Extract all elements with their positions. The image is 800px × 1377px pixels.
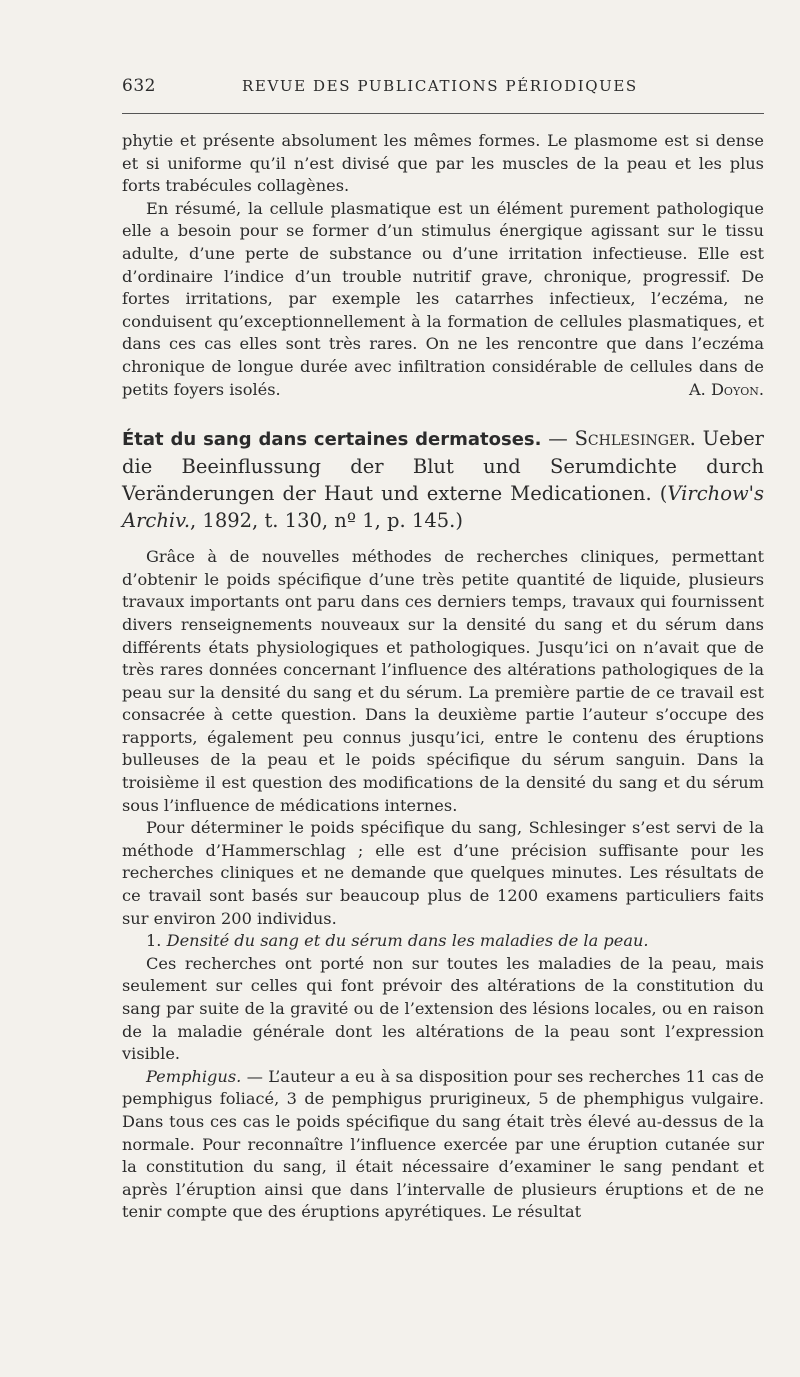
article-reference: Ueber die Beeinflussung der Blut und Serumdichte durch Veränderungen der Haut und externe Medicationen. (	[122, 427, 764, 506]
article-author: Schlesinger.	[574, 427, 696, 451]
paragraph	[122, 1066, 764, 1224]
running-title: REVUE DES PUBLICATIONS PÉRIODIQUES	[242, 77, 638, 95]
paragraph-label: Pemphigus.	[146, 1066, 242, 1086]
subheading-text: Densité du sang et du sérum dans les maladies de la peau.	[166, 931, 649, 951]
header-rule	[122, 113, 764, 114]
paragraph-text: En résumé, la cellule plasmatique est un élément purement pathologique elle a besoin pour se former d’un stimulus énergique agissant sur le tissu adulte, d’une perte de substance ou d’une irritation infectieuse. Elle est d’ordinaire l’indice d’un trouble nutritif grave, chronique, progressif. De fortes irritations, par exemple les catarrhes infectieux, l’eczéma, ne conduisent qu’exceptionnellement à la formation de cellules plasmatiques, et dans ces cas elles sont très rares. On ne les rencontre que dans l’eczéma chronique de longue durée avec infiltration considérable de cellules dans de petits foyers isolés.	[122, 198, 764, 399]
article-heading	[122, 425, 764, 534]
signature: A. Doyon.	[688, 379, 764, 399]
paragraph: Pour déterminer le poids spécifique du sang, Schlesinger s’est servi de la méthode d’Hammerschlag ; elle est d’une précision suffisante pour les recherches cliniques et ne demande que quelques minutes. Les résultats de ce travail sont basés sur beaucoup plus de 1200 examens particuliers faits sur environ 200 individus.	[122, 818, 764, 928]
article-journal: Virchow's Archiv.	[122, 482, 764, 533]
article-title: État du sang dans certaines dermatoses.	[122, 429, 542, 451]
paragraph	[122, 198, 764, 401]
article-reference-tail: , 1892, t. 130, nº 1, p. 145.)	[190, 509, 463, 533]
page-number: 632	[122, 76, 156, 96]
paragraph-text: — L’auteur a eu à sa disposition pour ses recherches 11 cas de pemphigus foliacé, 3 de pemphigus prurigineux, 5 de phemphigus vulgaire. Dans tous ces cas le poids spécifique du sang était très élevé au-dessus de la normale. Pour reconnaître l’influence exercée par une éruption cutanée sur la constitution du sang, il était nécessaire d’examiner le sang pendant et après l’éruption ainsi que dans l’intervalle de plusieurs éruptions et de ne tenir compte que des éruptions apyrétiques. Le résultat	[122, 1066, 764, 1222]
paragraph: phytie et présente absolument les mêmes formes. Le plasmome est si dense et si uniforme qu’il n’est divisé que par les muscles de la peau et les plus forts trabécules collagènes.	[122, 131, 764, 196]
title-dash: —	[541, 427, 575, 451]
subheading-number: 1.	[146, 931, 167, 951]
paragraph: Grâce à de nouvelles méthodes de recherches cliniques, permettant d’obtenir le poids spécifique d’une très petite quantité de liquide, plusieurs travaux importants ont paru dans ces derniers temps, travaux qui fournissent divers renseignements nouveaux sur la densité du sang et du sérum dans différents états physiologiques et pathologiques. Jusqu’ici on n’avait que de très rares données concernant l’influence des altérations pathologiques de la peau sur la densité du sang et du sérum. La première partie de ce travail est consacrée à cette question. Dans la deuxième partie l’auteur s’occupe des rapports, également peu connus jusqu’ici, entre le contenu des éruptions bulleuses de la peau et le poids spécifique du sérum sanguin. Dans la troisième il est question des modifications de la densité du sang et du sérum sous l’influence de médications internes.	[122, 547, 764, 815]
subheading	[122, 930, 764, 953]
page-header	[122, 76, 764, 102]
paragraph: Ces recherches ont porté non sur toutes les maladies de la peau, mais seulement sur celles qui font prévoir des altérations de la constitution du sang par suite de la gravité ou de l’extension des lésions locales, ou en raison de la maladie générale dont les altérations de la peau sont l’expression visible.	[122, 953, 764, 1064]
page-body	[122, 130, 764, 1224]
